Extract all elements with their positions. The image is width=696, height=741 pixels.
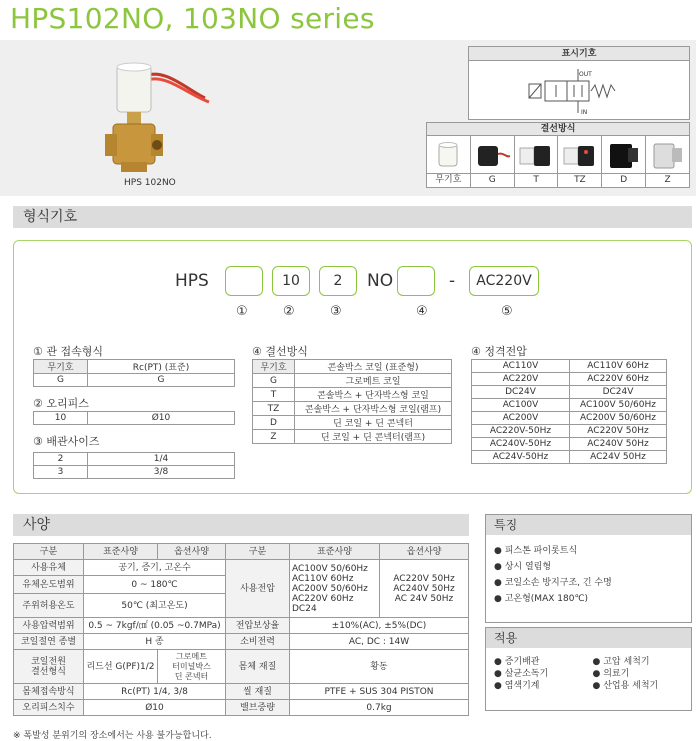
spec-value: Rc(PT) 1/4, 3/8 <box>84 684 226 700</box>
connection-heading: 결선방식 <box>427 123 689 136</box>
spec-label: 전압보상율 <box>226 618 290 634</box>
model-box-3: 2 <box>319 266 357 296</box>
connection-label: Z <box>664 175 671 185</box>
feature-text: 상시 열림형 <box>504 562 552 572</box>
model-mid: NO <box>367 271 394 291</box>
cell: 3/8 <box>88 466 235 479</box>
spec-value: 0 ~ 180℃ <box>84 576 226 594</box>
application-text: 고압 세척기 <box>603 657 650 667</box>
spec-value: 공기, 증기, 고온수 <box>84 560 226 576</box>
cell: G <box>34 374 88 387</box>
pipe-heading: ③ 배관사이즈 <box>33 435 100 448</box>
spec-value: Ø10 <box>84 700 226 716</box>
cell: DC24V <box>472 386 570 399</box>
spec-label: 사용압력범위 <box>14 618 84 634</box>
spec-value: ±10%(AC), ±5%(DC) <box>290 618 469 634</box>
model-section-heading: 형식기호 <box>13 206 692 228</box>
cell: AC220V <box>472 373 570 386</box>
spec-head: 표준사양 <box>84 544 158 560</box>
spec-value: 리드선 G(PF)1/2 <box>84 650 158 684</box>
cell: AC24V 50Hz <box>570 451 667 464</box>
connection-label: 무기호 <box>427 174 471 187</box>
cell: 1/4 <box>88 453 235 466</box>
cell: AC240V 50Hz <box>570 438 667 451</box>
connection-label: G <box>471 174 515 187</box>
spec-label: 주위허용온도 <box>14 594 84 618</box>
cell: AC24V-50Hz <box>472 451 570 464</box>
features-box <box>485 514 692 623</box>
application-item: ● 산업용 세척기 <box>592 681 659 691</box>
cell: T <box>253 388 295 402</box>
spec-label: 밸브중량 <box>226 700 290 716</box>
orifice-heading: ② 오리피스 <box>33 397 89 410</box>
wiring-table <box>252 359 452 444</box>
spec-head: 표준사양 <box>290 544 380 560</box>
cell: AC220V-50Hz <box>472 425 570 438</box>
application-item: ● 증기배관 <box>494 657 540 667</box>
coil-din-image <box>602 136 646 173</box>
spec-value: 0.5 ~ 7kgf/㎠ (0.05 ~0.7MPa) <box>84 618 226 634</box>
spec-label: 소비전력 <box>226 634 290 650</box>
spec-label: 코일전원 결선형식 <box>14 650 84 684</box>
cell: 무기호 <box>253 360 295 374</box>
cell: DC24V <box>570 386 667 399</box>
wiring-heading: ④ 결선방식 <box>252 345 308 358</box>
spec-label: 코일절연 종별 <box>14 634 84 650</box>
cell: Ø10 <box>88 412 235 425</box>
orifice-table <box>33 411 235 425</box>
voltage-heading: ④ 정격전압 <box>471 345 527 358</box>
applications-heading: 적용 <box>486 628 691 648</box>
cell: G <box>88 374 235 387</box>
application-item: ● 의료기 <box>592 669 630 679</box>
model-code-line <box>175 266 539 296</box>
model-box-5: AC220V <box>469 266 539 296</box>
cell: AC220V 60Hz <box>570 373 667 386</box>
cell: AC110V 60Hz <box>570 360 667 373</box>
cell: 콘솔박스 + 단자박스형 코일 <box>295 388 452 402</box>
feature-item: ● 고온형(MAX 180℃) <box>494 594 589 604</box>
spec-label: 씰 재질 <box>226 684 290 700</box>
spec-value: 황동 <box>290 650 469 684</box>
cell: AC220V 50Hz <box>570 425 667 438</box>
spec-value: 50℃ (최고온도) <box>84 594 226 618</box>
spec-value: AC100V 50/60Hz AC110V 60Hz AC200V 50/60Hz AC220V 60Hz DC24 <box>290 560 380 618</box>
product-caption: HPS 102NO <box>124 178 176 188</box>
feature-item: ● 코일소손 방지구조, 긴 수명 <box>494 578 612 588</box>
spec-value: 0.7kg <box>290 700 469 716</box>
port-table <box>33 359 235 387</box>
symbol-box <box>468 46 690 120</box>
valve-product-image <box>105 58 215 178</box>
cell: Rc(PT) (표준) <box>88 360 235 374</box>
spec-label: 몸체접속방식 <box>14 684 84 700</box>
spec-section-heading: 사양 <box>13 514 469 536</box>
model-box-2: 10 <box>272 266 310 296</box>
connection-label: T <box>515 174 559 187</box>
cell: D <box>253 416 295 430</box>
cell: 10 <box>34 412 88 425</box>
application-text: 증기배관 <box>504 657 540 667</box>
feature-item: ● 피스톤 파이롯트식 <box>494 546 578 556</box>
out-label: OUT <box>579 71 592 78</box>
connection-label: TZ <box>558 174 602 187</box>
feature-text: 피스톤 파이롯트식 <box>504 546 578 556</box>
model-box-1 <box>225 266 263 296</box>
spec-value: H 종 <box>84 634 226 650</box>
spec-head: 옵션사양 <box>380 544 469 560</box>
spec-label: 유체온도범위 <box>14 576 84 594</box>
cell: AC110V <box>472 360 570 373</box>
cell: G <box>253 374 295 388</box>
footnote: ※ 폭발성 분위기의 장소에서는 사용 불가능합니다. <box>13 731 212 741</box>
model-number-2: ② <box>283 304 295 319</box>
cell: AC240V-50Hz <box>472 438 570 451</box>
spec-head: 구분 <box>14 544 84 560</box>
cell: AC100V <box>472 399 570 412</box>
model-number-1: ① <box>236 304 248 319</box>
spec-table <box>13 543 469 716</box>
valve-symbol-icon <box>469 61 689 119</box>
spec-label: 사용유체 <box>14 560 84 576</box>
port-heading: ① 관 접속형식 <box>33 345 103 358</box>
spec-label: 오리피스치수 <box>14 700 84 716</box>
connection-label: D <box>602 174 646 187</box>
spec-label: 사용전압 <box>226 560 290 618</box>
model-number-5: ⑤ <box>501 304 513 319</box>
cell: AC200V <box>472 412 570 425</box>
coil-standard-image <box>427 136 471 173</box>
cell: 콘솔박스 코일 (표준형) <box>295 360 452 374</box>
features-heading: 특징 <box>486 515 691 535</box>
feature-item: ● 상시 열림형 <box>494 562 552 572</box>
in-label: IN <box>581 109 588 116</box>
application-text: 산업용 세척기 <box>603 681 659 691</box>
spec-label: 몸체 재질 <box>226 650 290 684</box>
cell: 2 <box>34 453 88 466</box>
application-text: 살균소독기 <box>504 669 549 679</box>
cell: AC200V 50/60Hz <box>570 412 667 425</box>
cell: Z <box>253 430 295 444</box>
voltage-table <box>471 359 667 464</box>
cell: 3 <box>34 466 88 479</box>
spec-value: AC, DC : 14W <box>290 634 469 650</box>
pipe-table <box>33 452 235 479</box>
spec-value: PTFE + SUS 304 PISTON <box>290 684 469 700</box>
cell: AC100V 50/60Hz <box>570 399 667 412</box>
application-text: 의료기 <box>603 669 630 679</box>
application-item: ● 고압 세척기 <box>592 657 650 667</box>
model-number-4: ④ <box>416 304 428 319</box>
feature-text: 코일소손 방지구조, 긴 수명 <box>504 578 612 588</box>
coil-grommet-image <box>471 136 515 173</box>
page-title: HPS102NO, 103NO series <box>10 2 375 35</box>
spec-value: AC220V 50Hz AC240V 50Hz AC 24V 50Hz <box>380 560 469 618</box>
cell: 무기호 <box>34 360 88 374</box>
application-item: ● 살균소독기 <box>494 669 549 679</box>
application-text: 염색기계 <box>504 681 540 691</box>
connection-types-box <box>426 122 690 188</box>
symbol-heading: 표시기호 <box>469 47 689 61</box>
model-number-3: ③ <box>330 304 342 319</box>
cell: 콘솔박스 + 단자박스형 코일(램프) <box>295 402 452 416</box>
cell: 딘 코일 + 딘 콘넥터(램프) <box>295 430 452 444</box>
cell: TZ <box>253 402 295 416</box>
model-dash: - <box>449 271 456 291</box>
spec-value: 그로메트 터미널박스 딘 콘넥터 <box>158 650 226 684</box>
coil-din-lamp-image <box>646 136 689 173</box>
cell: 딘 코일 + 딘 콘넥터 <box>295 416 452 430</box>
spec-head: 구분 <box>226 544 290 560</box>
cell: 그로메트 코일 <box>295 374 452 388</box>
feature-text: 고온형(MAX 180℃) <box>504 594 589 604</box>
model-prefix: HPS <box>175 271 209 291</box>
spec-head: 옵션사양 <box>158 544 226 560</box>
coil-terminal-lamp-image <box>558 136 602 173</box>
coil-terminal-image <box>515 136 559 173</box>
application-item: ● 염색기계 <box>494 681 540 691</box>
applications-box <box>485 627 692 711</box>
model-box-4 <box>397 266 435 296</box>
